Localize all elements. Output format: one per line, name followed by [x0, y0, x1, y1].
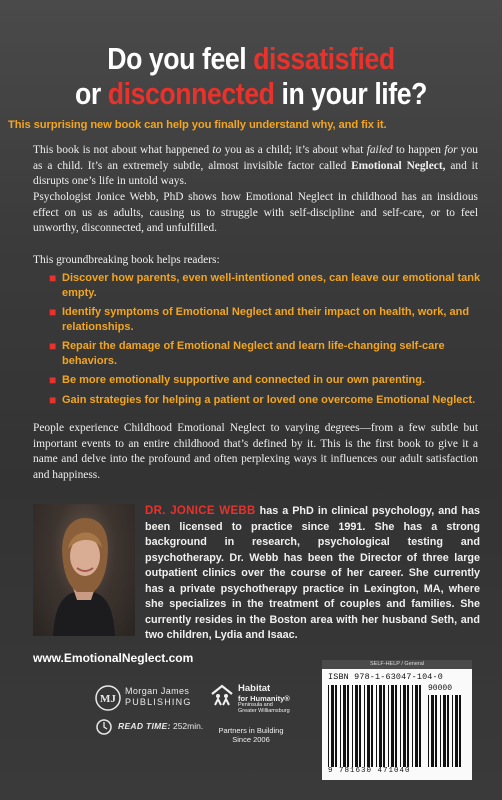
list-item: ■ Repair the damage of Emotional Neglect and learn life-changing self-care behaviors. [49, 339, 445, 367]
price-code: 90000 [428, 684, 453, 693]
habitat-region-1: Peninsula and [238, 702, 273, 708]
publisher-name-line1: Morgan James [125, 686, 190, 696]
barcode-panel [322, 660, 472, 780]
list-item: ■ Discover how parents, even well-intentioned ones, can leave our emotional tank empty. [49, 271, 481, 299]
list-item: ■ Gain strategies for helping a patient or loved one overcome Emotional Neglect. [49, 392, 476, 407]
publisher-name-line2: PUBLISHING [125, 697, 192, 707]
author-bio [145, 504, 480, 644]
list-item: ■ Identify symptoms of Emotional Neglect and their impact on health, work, and relationships. [49, 305, 470, 333]
category-label: SELF-HELP / General [322, 660, 472, 669]
closing-paragraph: People experience Childhood Emotional Neglect to varying degrees—from a few subtle but important events to an entire childhood that’s defined by it. This is the first book to give it a name and delve into the profound and often perplexing ways it influences our adult satisfaction and happiness. [33, 422, 478, 481]
bullet-icon: ■ [49, 373, 57, 387]
intro-paragraph: This book is not about what happened to you as a child; it’s about what failed to happen for you as a child. It’s an extremely subtle, almost invisible factor called Emotional Neglect, and it disrupts one’s life in untold ways. [33, 144, 479, 188]
isbn-label: ISBN 978-1-63047-104-0 [328, 672, 443, 682]
headline-line-1 [35, 42, 467, 76]
publisher-icon [94, 683, 122, 713]
headline-text: or [75, 76, 108, 111]
benefits-list [49, 271, 482, 412]
barcode-number: 9 781630 471040 [328, 767, 411, 775]
svg-text:MJ: MJ [100, 693, 116, 705]
headline-highlight-dissatisfied: dissatisfied [253, 41, 395, 76]
headline-highlight-disconnected: disconnected [107, 76, 275, 111]
read-time-label: READ TIME: [118, 721, 171, 731]
clock-icon [95, 718, 113, 736]
author-summary-paragraph: Psychologist Jonice Webb, PhD shows how Emotional Neglect in childhood has an insidious effect on us as adults, causing us to struggle with self-discipline and self-care, or to feel unworthy, disconnected, and unfulfilled. [33, 191, 478, 235]
author-name: DR. JONICE WEBB [145, 505, 256, 517]
headline-line-2 [35, 77, 467, 111]
author-bio-text: has a PhD in clinical psychology, and has been licensed to practice since 1991. She has a strong background in research, psychological testing and psychotherapy. Dr. Webb has been the Director of three large outpatient clinics over the course of her career. She currently has a private psychotherapy practice in Lexington, MA, where she specializes in the treatment of couples and families. She currently resides in the Boston area with her husband Seth, and two children, Lydia and Isaac. [145, 505, 480, 641]
price-barcode-icon [428, 695, 466, 767]
author-photo [33, 504, 135, 636]
partners-text: Partners in Building [218, 726, 284, 735]
bullets-intro: This groundbreaking book helps readers: [33, 254, 220, 266]
list-item: ■ Be more emotionally supportive and connected in our own parenting. [49, 373, 426, 387]
read-time [118, 721, 203, 731]
habitat-subtitle: for Humanity® [238, 693, 290, 703]
isbn-barcode-icon [328, 685, 422, 767]
headline-text: Do you feel [107, 41, 254, 76]
website-url: www.EmotionalNeglect.com [33, 651, 194, 665]
house-people-icon [210, 684, 234, 706]
partners-since: Since 2006 [232, 735, 270, 744]
bullet-icon: ■ [49, 392, 57, 407]
habitat-region-2: Greater Williamsburg [238, 708, 290, 714]
headline-text: in your life? [274, 76, 427, 111]
tagline: This surprising new book can help you finally understand why, and fix it. [8, 119, 387, 131]
habitat-title: Habitat [238, 683, 271, 694]
bullet-icon: ■ [49, 339, 57, 353]
bullet-icon: ■ [49, 305, 57, 319]
bullet-icon: ■ [49, 271, 57, 285]
read-time-value: 252min. [172, 721, 204, 731]
